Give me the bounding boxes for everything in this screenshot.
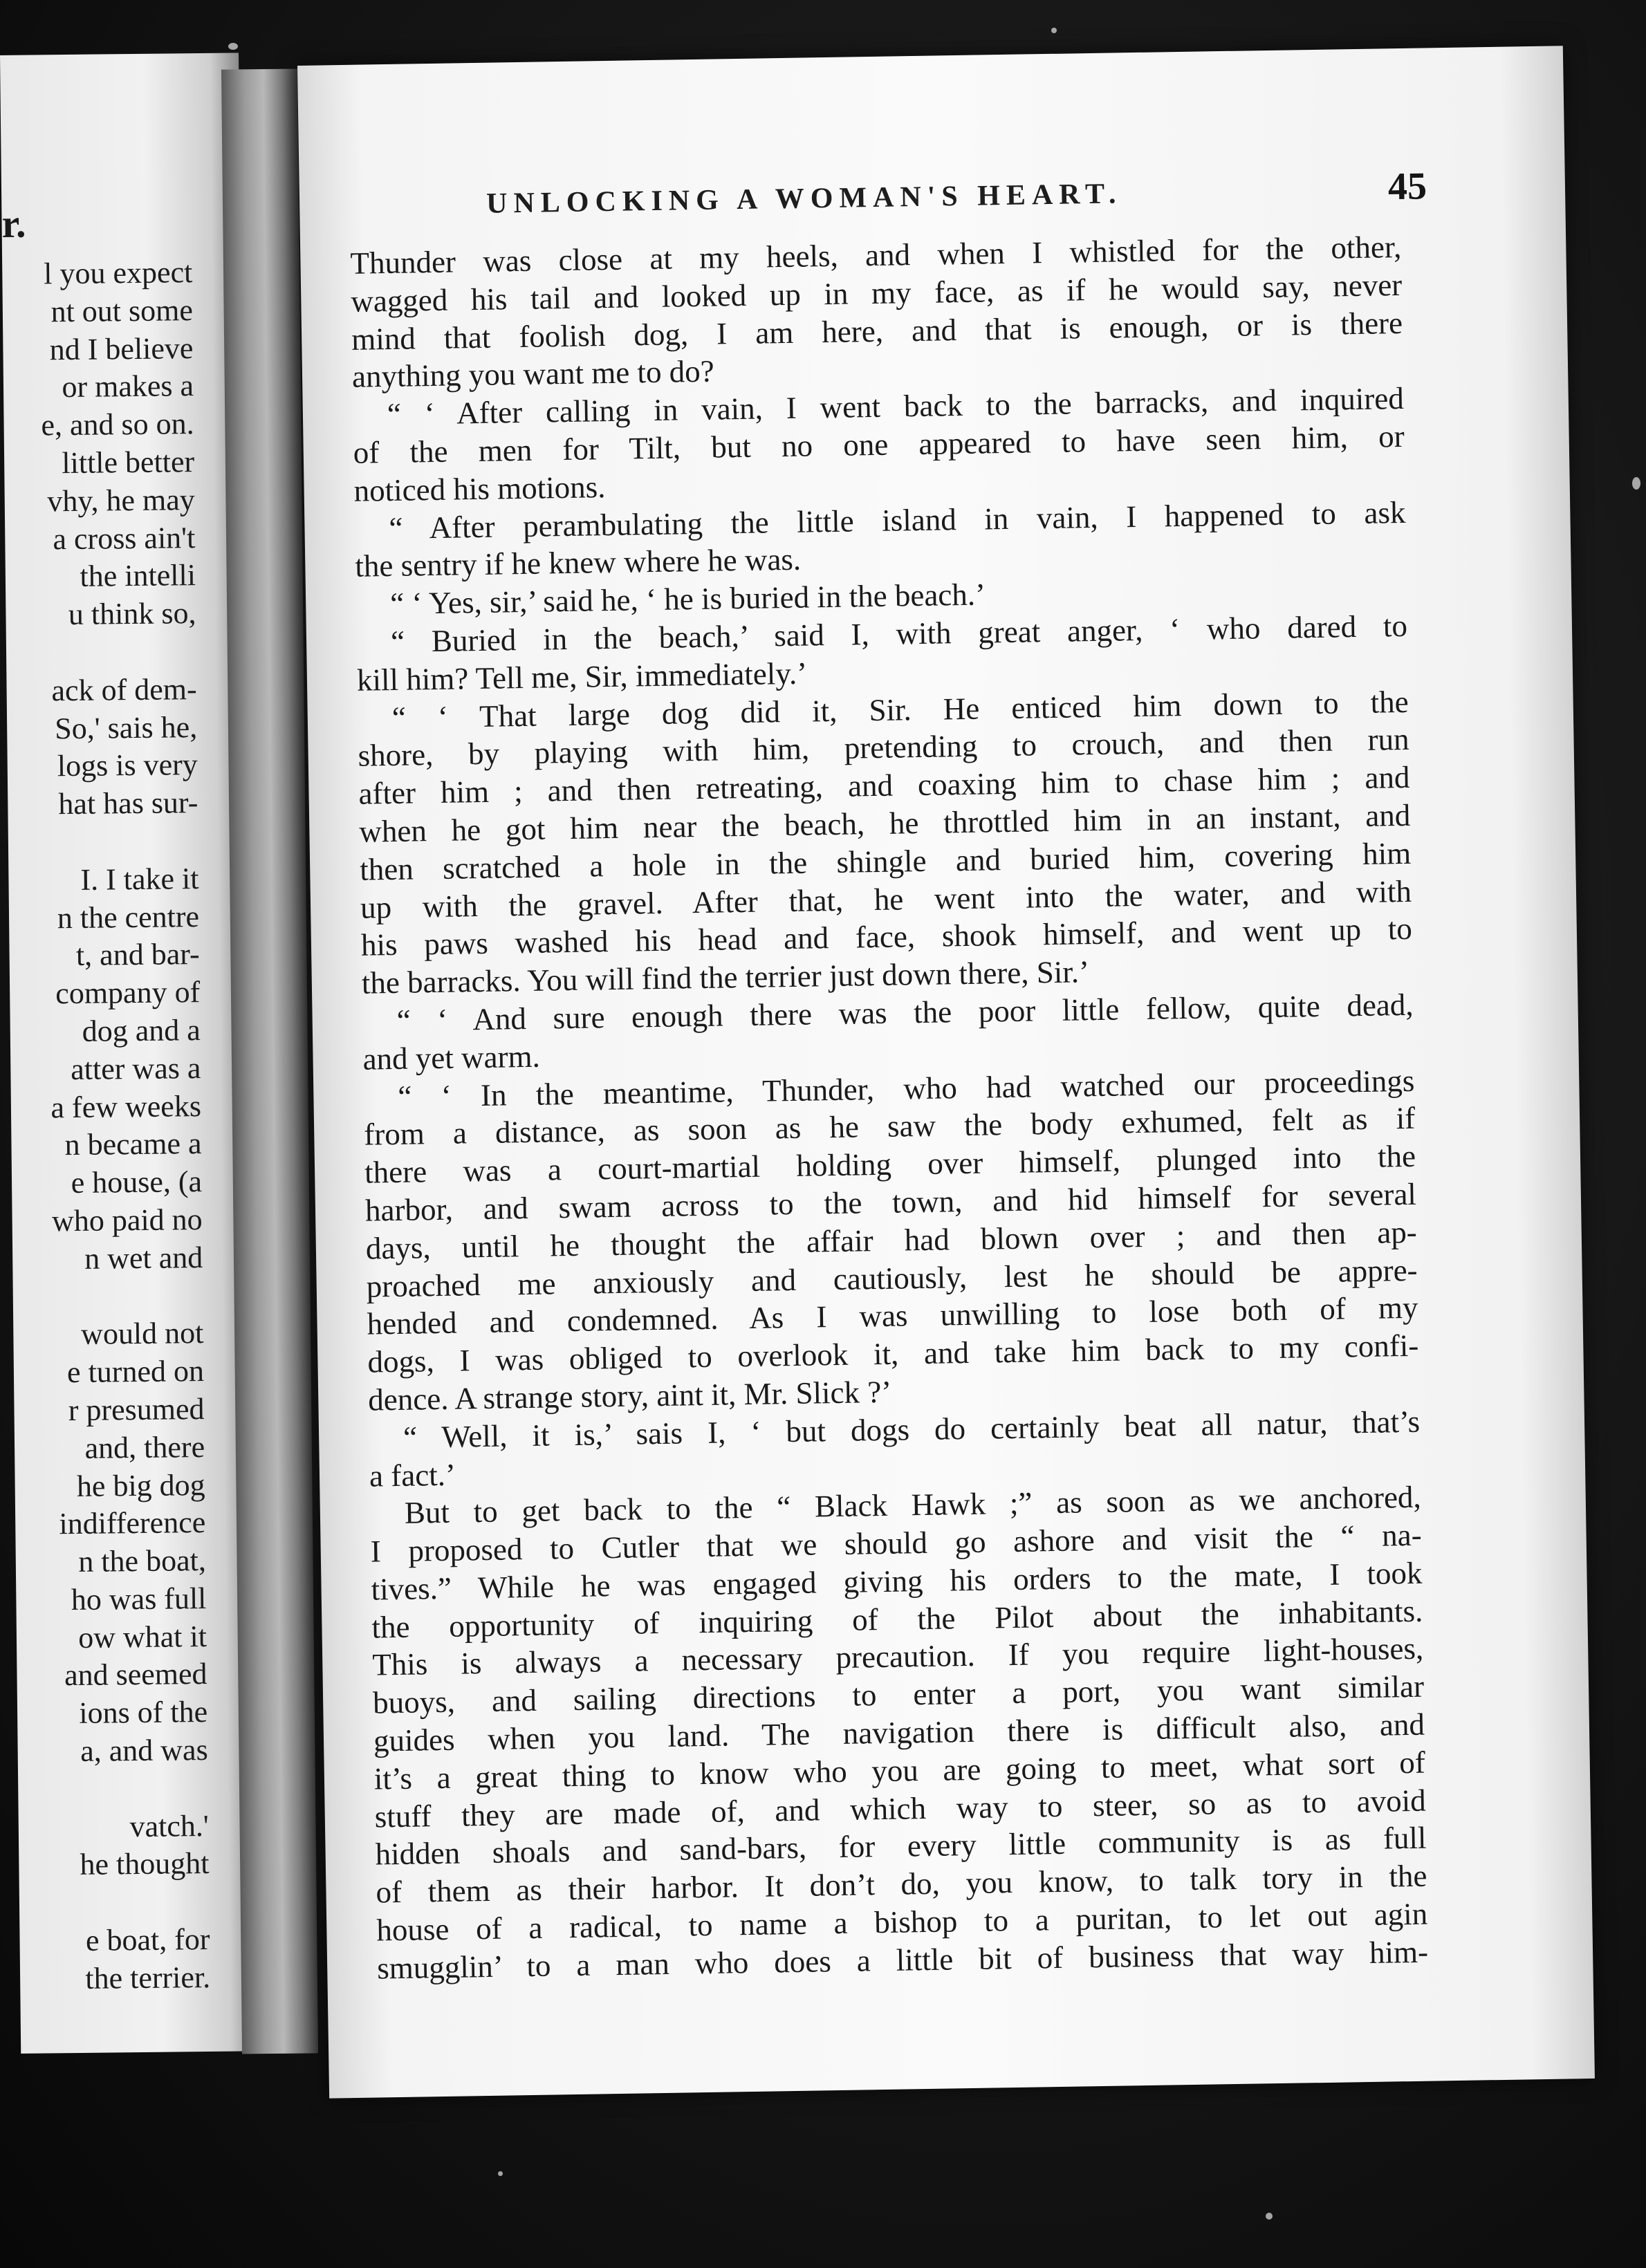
left-page-line: e turned on [66,1354,205,1390]
page-number: 45 [1387,165,1427,209]
text-line: after him ; and then retreating, and coaxing him to chase him ; and [358,760,1410,811]
dust-speck [228,43,238,50]
left-page-line: ow what it [77,1619,207,1655]
left-page-line: hat has sur- [58,786,198,821]
text-line: “ Well, it is,’ sais I, ‘ but dogs do certainly beat all natur, that’s [403,1404,1421,1455]
text-line: proached me anxiously and cautiously, lest he should be appre- [366,1252,1418,1304]
text-line: of them as their harbor. It don’t do, you know, to talk tory in the [376,1858,1427,1910]
left-page-line: n became a [64,1126,202,1162]
left-facing-page [0,53,259,2053]
text-line: his paws washed his head and face, shook himself, and went up to [360,911,1413,963]
left-page-line: n the centre [57,899,200,935]
left-page-line [0,633,196,673]
left-running-head-fragment: r. [1,201,26,246]
left-page-line: logs is very [57,747,198,783]
left-page-line: r presumed [68,1391,205,1427]
left-page-text [0,254,210,1999]
left-page-line: n the boat, [78,1543,207,1579]
left-page-line: So,' sais he, [55,709,198,745]
text-line: “ After perambulating the little island in vain, I happened to ask [389,494,1406,546]
text-line: tives.” While he was engaged giving his orders to the mate, I took [371,1555,1423,1607]
left-page-line: t, and bar- [75,937,200,973]
text-line: I proposed to Cutler that we should go ashore and visit the “ na- [370,1517,1422,1569]
left-page-line: nd I believe [49,331,194,366]
text-line: wagged his tail and looked up in my face, as if he would say, never [350,267,1403,319]
text-line: of the men for Tilt, but no one appeared to have seen him, or [353,418,1405,470]
left-page-line: l you expect [44,255,193,291]
left-page-line: a few weeks [50,1088,202,1124]
left-page-line: indifference [59,1505,206,1541]
left-page-line: dog and a [82,1012,201,1048]
text-line: and yet warm. [362,1039,541,1077]
left-page-line: e house, (a [71,1164,203,1200]
text-line: the opportunity of inquiring of the Pilot about the inhabitants. [371,1593,1423,1645]
text-line: harbor, and swam across to the town, and hid himself for several [364,1176,1417,1228]
text-line: the sentry if he knew where he was. [354,542,802,584]
left-page-line: the terrier. [85,1960,211,1996]
text-line: smugglin’ to a man who does a little bit of business that way him- [376,1934,1429,1986]
left-page-line: the intelli [80,558,196,594]
left-page-line: nt out some [50,292,194,329]
left-page-line: n wet and [84,1240,203,1276]
text-line: But to get back to the “ Black Hawk ;” as soon as we anchored, [404,1480,1422,1531]
dust-speck [1051,28,1057,33]
left-page-line: u think so, [68,596,196,632]
text-line: noticed his motions. [353,469,606,508]
text-line: up with the gravel. After that, he went into the water, and with [360,873,1412,925]
left-page-line: would not [80,1316,204,1352]
text-line: “ Buried in the beach,’ said I, with great anger, ‘ who dared to [390,608,1408,659]
left-page-line: ho was full [71,1581,207,1617]
dust-speck [498,2171,503,2176]
text-line: “ ‘ After calling in vain, I went back to the barracks, and inquired [387,381,1405,432]
text-line: from a distance, as soon as he saw the body exhumed, felt as if [363,1101,1416,1153]
left-page-line [0,1769,209,1810]
text-line: there was a court-martial holding over himself, plunged into the [364,1138,1416,1190]
left-page-line: ions of the [79,1695,208,1731]
body-text [350,228,1428,1987]
text-line: days, until he thought the affair had blown over ; and then ap- [365,1214,1418,1266]
left-page-line: he big dog [76,1467,205,1503]
dust-speck [1266,2213,1273,2220]
left-page-line: a, and was [80,1733,208,1768]
running-head: UNLOCKING A WOMAN'S HEART. [486,178,1122,220]
left-page-line: atter was a [70,1050,201,1086]
text-line: stuff they are made of, and which way to steer, so as to avoid [374,1783,1426,1834]
left-page-line: who paid no [51,1202,203,1238]
text-line: hidden shoals and sand-bars, for every little community is as full [375,1821,1427,1872]
left-page-line: and, there [84,1429,205,1465]
text-line: “ ‘ Yes, sir,’ said he, ‘ he is buried in the beach.’ [389,577,986,622]
text-line: shore, by playing with him, pretending to crouch, and then run [358,722,1409,774]
right-page [297,46,1595,2098]
text-line: guides when you land. The navigation there is difficult also, and [373,1707,1425,1758]
text-line: kill him? Tell me, Sir, immediately.’ [356,656,808,698]
text-line: dence. A strange story, aint it, Mr. Slick ?’ [367,1374,892,1418]
text-line: “ ‘ That large dog did it, Sir. He enticed him down to the [391,684,1409,735]
text-line: dogs, I was obliged to overlook it, and take him back to my confi- [367,1328,1419,1379]
left-page-line: vhy, he may [47,482,195,519]
text-line: when he got him near the beach, he throttled him in an instant, and [359,797,1411,849]
left-page-line: I. I take it [80,861,199,897]
text-line: hended and condemned. As I was unwilling to lose both of my [367,1290,1418,1341]
text-line: This is always a necessary precaution. If you require light-houses, [371,1631,1424,1683]
left-page-line: e boat, for [85,1922,210,1958]
left-page-line: company of [55,975,201,1011]
text-line: mind that foolish dog, I am here, and that is enough, or is there [351,305,1403,357]
text-line: then scratched a hole in the shingle and buried him, covering him [359,835,1412,887]
text-line: the barracks. You will find the terrier just down there, Sir.’ [361,954,1090,1001]
left-page-line: and seemed [64,1657,207,1693]
text-line: buoys, and sailing directions to enter a port, you want similar [372,1669,1425,1720]
text-line: it’s a great thing to know who you are going to meet, what sort of [373,1745,1426,1796]
left-page-line: he thought [80,1846,210,1882]
left-page-line [0,1277,203,1317]
left-page-line: ack of dem- [51,671,197,708]
text-line: “ ‘ In the meantime, Thunder, who had watched our proceedings [398,1063,1415,1114]
left-page-line: little better [62,445,195,481]
left-page-line: e, and so on. [41,407,194,443]
text-line: “ ‘ And sure enough there was the poor little fellow, quite dead, [396,987,1414,1038]
text-line: Thunder was close at my heels, and when I whistled for the other, [350,229,1402,281]
left-page-line: vatch.' [129,1808,210,1843]
left-page-line [0,822,198,862]
dust-speck [1632,477,1640,490]
left-page-line [0,1883,210,1923]
text-line: house of a radical, to name a bishop to a puritan, to let out agin [376,1896,1428,1948]
text-line: anything you want me to do? [351,353,715,395]
left-page-line: or makes a [62,369,194,405]
left-page-line: a cross ain't [53,520,196,556]
text-line: a fact.’ [369,1457,456,1494]
